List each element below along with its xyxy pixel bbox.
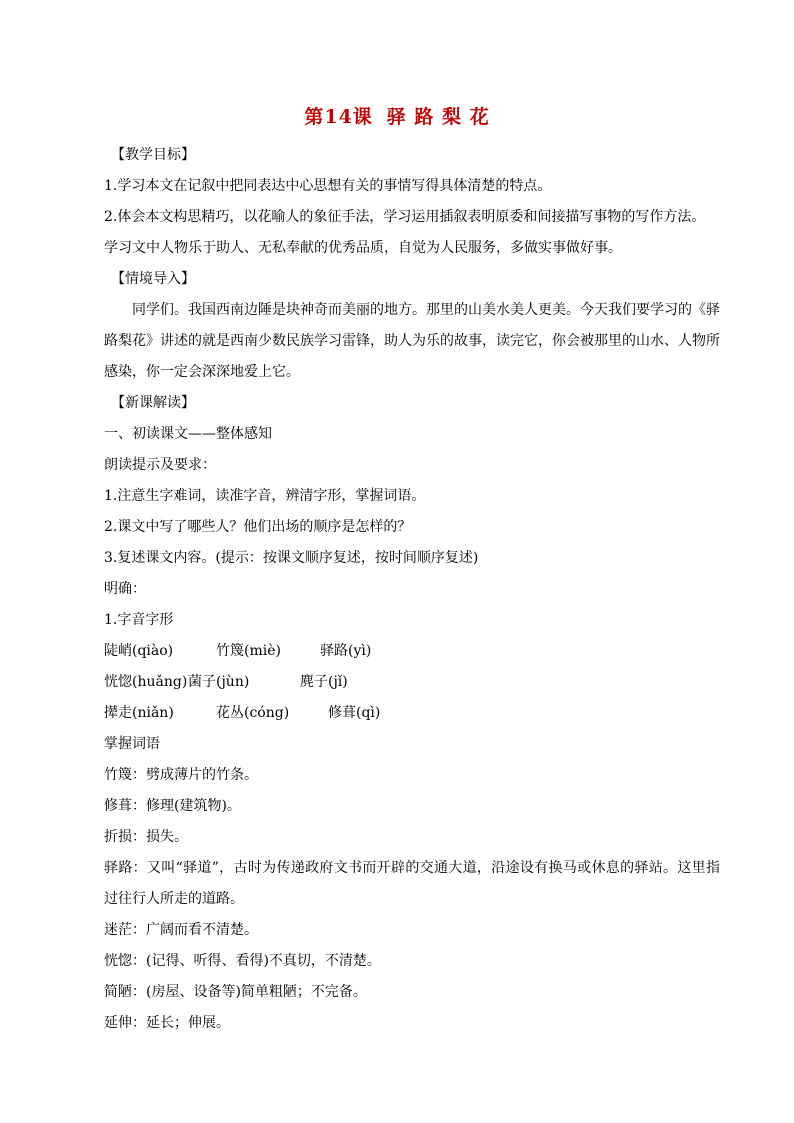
reading-tips-label: 朗读提示及要求： <box>104 457 216 473</box>
reading-tip-2: 2.课文中写了哪些人？他们出场的顺序是怎样的？ <box>104 519 412 535</box>
pronunciation-item: 竹篾(miè) <box>216 643 281 659</box>
pronunciation-item: 恍惚(huǎng) <box>104 674 188 690</box>
pronunciation-row <box>104 698 720 729</box>
section-heading-intro: 【情境导入】 <box>111 271 195 287</box>
vocab-item: 折损：损失。 <box>104 829 188 845</box>
vocab-item: 延伸：延长；伸展。 <box>104 1015 230 1031</box>
vocab-item: 修葺：修理(建筑物)。 <box>104 798 241 814</box>
document-body <box>104 140 720 1039</box>
pronunciation-row <box>104 667 720 698</box>
teaching-goal-3: 学习文中人物乐于助人、无私奉献的优秀品质，自觉为人民服务，多做实事做好事。 <box>104 240 622 256</box>
pronunciation-item: 撵走(niǎn) <box>104 705 174 721</box>
pronunciation-item: 陡峭(qiào) <box>104 643 174 659</box>
intro-paragraph: 同学们。我国西南边陲是块神奇而美丽的地方。那里的山美水美人更美。今天我们要学习的《驿路梨花》讲述的就是西南少数民族学习雷锋，助人为乐的故事，读完它，你会被那里的山水、人物所感染，你一定会深深地爱上它。 <box>104 302 720 380</box>
reading-tip-1: 1.注意生字难词，读准字音，辨清字形，掌握词语。 <box>104 488 426 504</box>
pronunciation-item: 菌子(jùn) <box>188 674 250 690</box>
vocab-heading: 掌握词语 <box>104 736 160 752</box>
vocab-item: 竹篾：劈成薄片的竹条。 <box>104 767 258 783</box>
reading-tip-3: 3.复述课文内容。(提示：按课文顺序复述，按时间顺序复述) <box>104 550 479 566</box>
page-title <box>0 102 794 129</box>
pronunciation-item: 驿路(yì) <box>320 643 372 659</box>
vocab-item: 简陋：(房屋、设备等)简单粗陋；不完备。 <box>104 984 367 1000</box>
vocab-item: 恍惚：(记得、听得、看得)不真切，不清楚。 <box>104 953 381 969</box>
subsection-heading-reading: 一、初读课文——整体感知 <box>104 426 272 442</box>
pronunciation-item: 麂子(jǐ) <box>300 674 348 690</box>
clarify-label: 明确： <box>104 581 146 597</box>
pronunciation-heading: 1.字音字形 <box>104 612 174 628</box>
pronunciation-item: 花丛(cóng) <box>216 705 290 721</box>
section-heading-new-lesson: 【新课解读】 <box>111 395 195 411</box>
teaching-goal-2: 2.体会本文构思精巧，以花喻人的象征手法，学习运用插叙表明原委和间接描写事物的写作方法。 <box>104 209 706 225</box>
lesson-name: 驿 路 梨 花 <box>386 106 490 128</box>
vocab-item: 驿路：又叫“驿道”，古时为传递政府文书而开辟的交通大道，沿途设有换马或休息的驿站。这里指过往行人所走的道路。 <box>104 860 720 907</box>
section-heading-teaching-goals: 【教学目标】 <box>111 147 195 163</box>
teaching-goal-1: 1.学习本文在记叙中把同表达中心思想有关的事情写得具体清楚的特点。 <box>104 178 552 194</box>
pronunciation-item: 修葺(qì) <box>328 705 381 721</box>
lesson-number: 第14课 <box>304 106 373 128</box>
vocab-item: 迷茫：广阔而看不清楚。 <box>104 922 258 938</box>
pronunciation-row <box>104 636 720 667</box>
